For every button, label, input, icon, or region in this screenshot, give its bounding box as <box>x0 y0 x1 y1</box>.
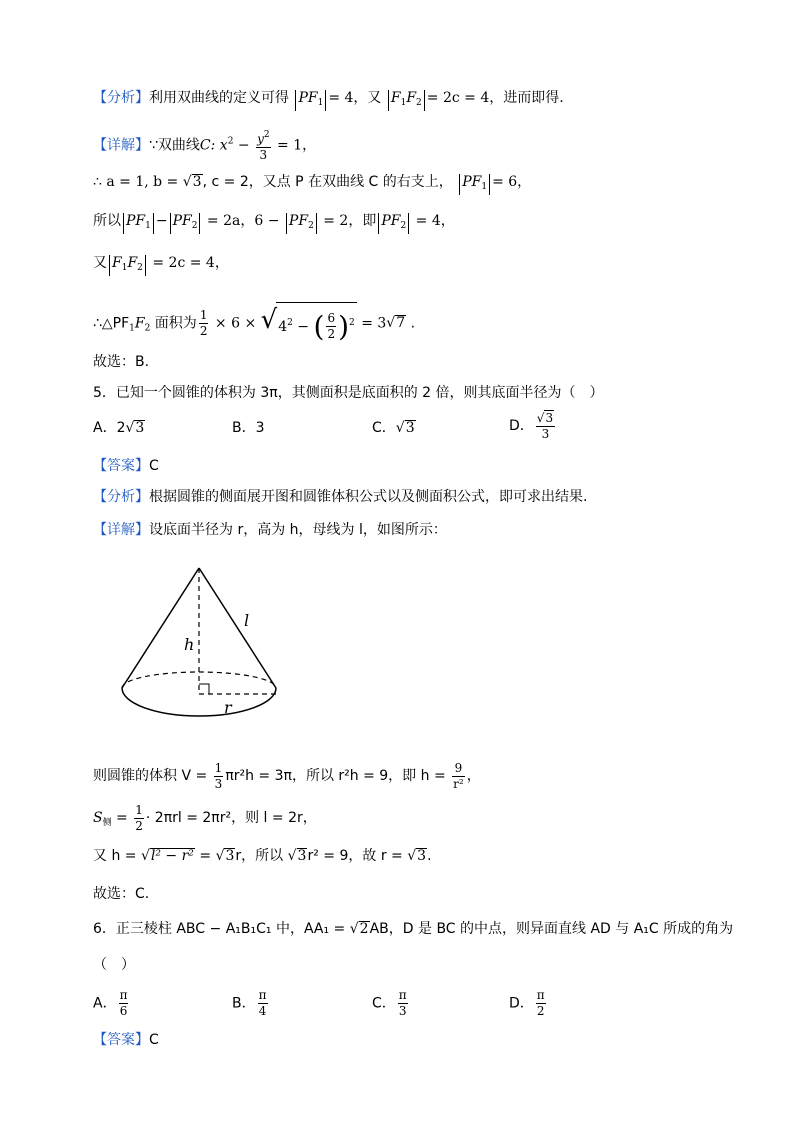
detail-line-2: ∴ a = 1, b = √3, c = 2，又点 P 在双曲线 C 的右支上， $PF_1 = 6$， <box>93 172 531 195</box>
frac-den: r² <box>453 776 464 791</box>
text: , c = 2，又点 P 在双曲线 C 的右支上， <box>202 174 453 190</box>
option-a-label: A． <box>93 995 117 1012</box>
text: 则圆锥的体积 V = <box>93 768 212 784</box>
analysis-tag: 【分析】 <box>93 90 149 106</box>
frac-num: 1 <box>199 307 208 322</box>
minus: − <box>233 137 255 154</box>
analysis-text: 利用双曲线的定义可得 <box>149 90 289 106</box>
frac-num: π <box>398 988 407 1002</box>
var: F <box>134 315 145 332</box>
sqrt-3: 3 <box>405 420 415 436</box>
option-d-label: D． <box>509 418 534 434</box>
analysis-text: 根据圆锥的侧面展开图和圆锥体积公式以及侧面积公式，即可求出结果. <box>149 489 588 505</box>
abs-pf2: $PF_2$ <box>378 213 409 234</box>
eq-text: = 1， <box>272 137 317 154</box>
eq-text: = 4，又 <box>328 90 382 106</box>
volume-line <box>93 758 481 794</box>
text: ∴ a = 1, b = <box>93 174 183 190</box>
text: = 3 <box>356 315 387 332</box>
eq-text: = 2c = 4， <box>147 255 229 271</box>
option-d[interactable] <box>509 410 557 442</box>
text: 又 h = <box>93 848 141 864</box>
lateral-area-line <box>93 800 317 841</box>
eq-text: = 6， <box>492 174 532 190</box>
question-6-options <box>93 988 693 1022</box>
answer-tag: 【答案】 <box>93 1032 149 1048</box>
abs-pf2: $PF_2$ <box>170 213 201 234</box>
sqrt-3: 3 <box>225 848 235 864</box>
text: πr²h = 3π，所以 r²h = 9，即 h = <box>225 768 451 784</box>
option-c[interactable]: C．√3 <box>372 420 415 436</box>
detail-tag: 【详解】 <box>93 522 149 538</box>
cone-left-edge <box>122 568 199 688</box>
frac-den: 2 <box>327 327 336 341</box>
frac-num: y <box>257 132 264 146</box>
frac-num: π <box>258 988 267 1002</box>
frac-den: 3 <box>536 426 555 442</box>
fraction-half <box>199 308 209 339</box>
abs-pf1: $PF_1$ <box>123 213 154 234</box>
detail-text: 设底面半径为 r，高为 h，母线为 l，如图所示： <box>149 522 447 538</box>
text: . <box>427 848 432 864</box>
sub: 2 <box>144 323 151 334</box>
question-5-options <box>93 411 693 448</box>
analysis-tag: 【分析】 <box>93 489 149 505</box>
option-c-label: C． <box>372 420 396 436</box>
fraction-y2-3: $\frac{y^2}{3}$ <box>257 130 270 162</box>
fraction-sqrt3-3: $\frac{√3}{3}$ <box>536 411 554 441</box>
option-c-label: C． <box>372 995 396 1012</box>
label-h: h <box>184 635 195 654</box>
frac-den: 3 <box>214 776 223 791</box>
detail-line-1: 【详解】∵双曲线C: $x^2$ − $\frac{y^2}{3}$ = 1， <box>93 130 317 162</box>
sqrt-7: 7 <box>396 315 406 332</box>
sqrt-3: 3 <box>417 848 427 864</box>
sqrt-3: 3 <box>135 420 145 436</box>
text: ， <box>466 768 481 784</box>
question-6-stem: 6．正三棱柱 ABC − A₁B₁C₁ 中，AA₁ = √2AB，D 是 BC 的中点，则异面直线 AD 与 A₁C 所成的角为 <box>93 921 734 937</box>
text: 所以 <box>93 213 121 229</box>
abs-f1f2: $F_1F_2$ <box>388 90 425 111</box>
fraction-1-2 <box>134 803 144 834</box>
abs-pf2: $PF_2$ <box>286 213 317 234</box>
eq-text: = 4， <box>411 213 455 229</box>
abs-f1f2: $F_1F_2$ <box>109 255 146 276</box>
var-c: C <box>199 137 211 154</box>
text: × 6 × <box>210 315 261 332</box>
text: . <box>406 315 416 332</box>
text: r，所以 <box>235 848 288 864</box>
text: = <box>194 848 216 864</box>
text: = <box>111 810 133 826</box>
frac-den: 2 <box>135 818 143 833</box>
frac-den: 3 <box>256 147 271 163</box>
option-a-label: A．2 <box>93 420 126 436</box>
eq-text: = 2，即 <box>318 213 377 229</box>
answer-value: C <box>149 1032 159 1048</box>
label-r: r <box>224 698 232 717</box>
sqrt-inner: l² − r² <box>150 848 194 864</box>
detail-line-3: 所以 $PF_1 - PF_2 = 2a$，$6 - PF_2 = 2$，即 $PF_2 = 4$， <box>93 211 455 234</box>
four: 4 <box>278 318 288 335</box>
question-6-paren: （ ） <box>93 957 135 973</box>
detail-tag: 【详解】 <box>93 137 149 154</box>
height-line: 又 h = √l² − r² = √3r，所以 √3r² = 9，故 r = √3. <box>93 848 432 864</box>
fraction-9-r2 <box>452 761 465 792</box>
frac-num: 3 <box>545 411 554 425</box>
fraction-pi-2 <box>536 988 546 1019</box>
fraction-pi-4 <box>258 988 268 1019</box>
cone-right-edge <box>199 568 276 688</box>
detail-5 <box>93 520 447 540</box>
option-a[interactable] <box>93 988 130 1019</box>
abs-pf1: $PF_1$ <box>459 174 490 195</box>
fraction-pi-6 <box>119 988 129 1019</box>
frac-den: 2 <box>199 323 208 338</box>
right-angle-mark <box>199 684 209 694</box>
eq-text: = 2c = 4，进而即得. <box>426 90 564 106</box>
minus: − <box>292 318 314 335</box>
sqrt-2: 2 <box>359 921 369 937</box>
text: ∴△PF <box>93 315 130 332</box>
answer-6 <box>93 1030 159 1050</box>
choose-b: 故选：B. <box>93 354 150 370</box>
eq-text: = 2a，6 − <box>202 213 284 229</box>
cone-diagram <box>110 560 290 730</box>
text: 面积为 <box>150 315 197 332</box>
var-s: S <box>93 810 103 826</box>
frac-num: π <box>119 988 128 1002</box>
sub: 1 <box>129 323 135 334</box>
option-b[interactable] <box>232 988 270 1019</box>
option-c[interactable] <box>372 988 410 1019</box>
big-radical: $√4^2$ − ( $\frac{6}{2}$ )$^2$ <box>261 300 357 347</box>
cone-base-front <box>122 688 276 716</box>
sqrt-3: 3 <box>192 174 202 190</box>
frac-num: π <box>536 988 545 1002</box>
option-b-label: B． <box>232 995 256 1012</box>
fraction-6-2 <box>326 311 336 342</box>
abs-pf1: $PF_1$ <box>295 90 326 111</box>
frac-den: 4 <box>258 1004 267 1018</box>
frac-num: 9 <box>454 760 463 775</box>
frac-den: 3 <box>398 1004 407 1018</box>
frac-den: 6 <box>119 1004 128 1018</box>
fraction-1-3 <box>214 761 224 792</box>
detail-text: ∵双曲线 <box>149 137 200 154</box>
text: r² = 9，故 r = <box>307 848 408 864</box>
var-x: : x <box>210 137 228 154</box>
label-l: l <box>244 611 250 630</box>
stem-text: 6．正三棱柱 ABC − A₁B₁C₁ 中，AA₁ = <box>93 921 350 937</box>
option-a[interactable]: A．2√3 <box>93 420 145 436</box>
answer-value: C <box>149 458 159 474</box>
analysis-5 <box>93 487 587 507</box>
frac-den: 2 <box>536 1004 545 1018</box>
text: · 2πrl = 2πr²，则 l = 2r， <box>145 810 317 826</box>
option-d[interactable] <box>509 988 548 1019</box>
stem-text: AB，D 是 BC 的中点，则异面直线 AD 与 A₁C 所成的角为 <box>369 921 734 937</box>
text: 又 <box>93 255 107 271</box>
fraction-pi-3 <box>398 988 408 1019</box>
choose-c: 故选：C. <box>93 886 150 902</box>
answer-tag: 【答案】 <box>93 458 149 474</box>
detail-line-area: $\therefore\triangle PF_1F_2$ 面积为 $\frac{1}{2}$ × $6 \times √4^2$ − ( $\frac{6}{2}$ )$^2$ = 3√7 . <box>93 300 415 348</box>
frac-num: 1 <box>214 760 223 775</box>
sqrt-3: 3 <box>297 848 307 864</box>
question-5-stem: 5．已知一个圆锥的体积为 3π，其侧面积是底面积的 2 倍，则其底面半径为（ ） <box>93 385 604 401</box>
option-b[interactable]: B．3 <box>232 420 265 436</box>
analysis-line-1 <box>93 88 564 111</box>
sub: 侧 <box>102 818 112 828</box>
option-d-label: D． <box>509 995 534 1012</box>
frac-num: 6 <box>327 311 336 325</box>
detail-line-4 <box>93 253 229 276</box>
frac-num: 1 <box>135 802 143 817</box>
answer-5 <box>93 456 159 476</box>
